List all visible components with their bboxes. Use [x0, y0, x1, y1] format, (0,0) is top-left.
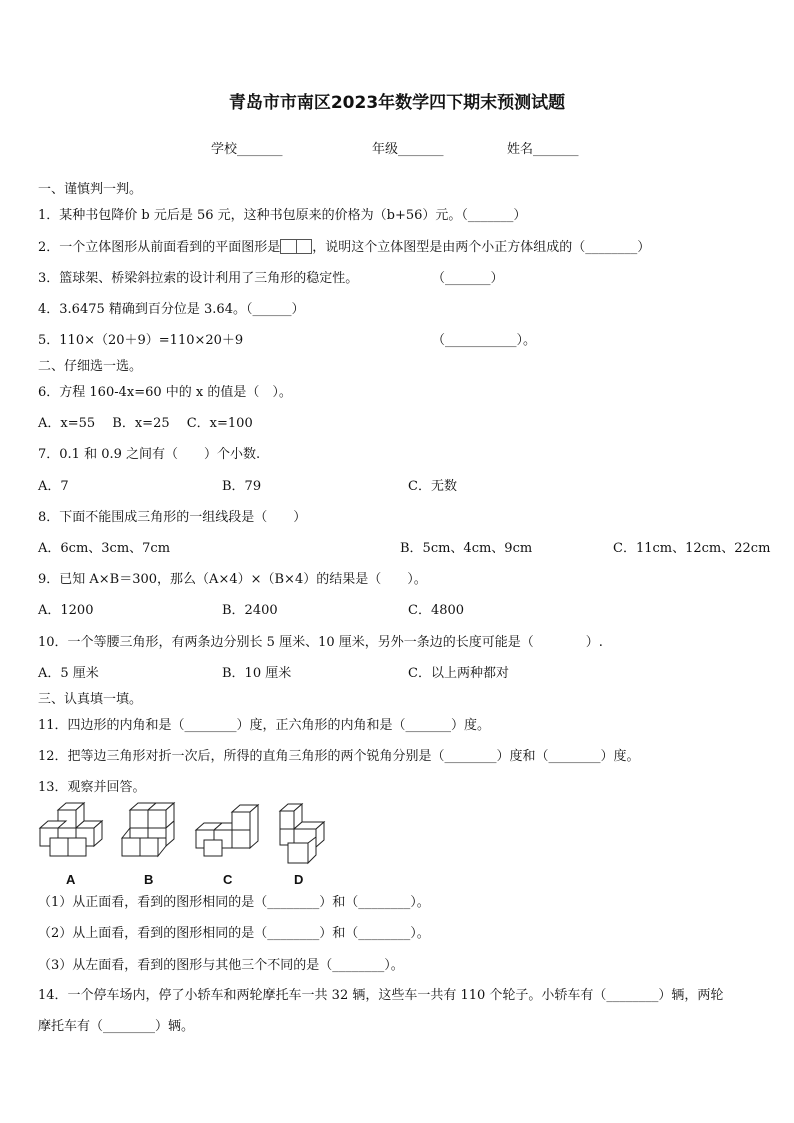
question-10-option-c: C．以上两种都对	[408, 666, 509, 681]
question-10-option-a: A．5 厘米	[38, 666, 99, 681]
cube-figure-a	[36, 800, 104, 866]
section-heading-1: 一、谨慎判一判。	[38, 182, 143, 197]
question-13-part-2: （2）从上面看，看到的图形相同的是（________）和（________）。	[38, 926, 430, 941]
question-5-answer: （___________）。	[432, 333, 537, 348]
question-7-option-a: A．7	[38, 479, 69, 494]
question-13-part-3: （3）从左面看，看到的图形与其他三个不同的是（________）。	[38, 958, 404, 973]
question-10: 10．一个等腰三角形，有两条边分别长 5 厘米、10 厘米，另外一条边的长度可能是（ ）.	[38, 635, 603, 650]
question-9-option-c: C．4800	[408, 603, 465, 618]
question-14-line-2: 摩托车有（________）辆。	[38, 1019, 195, 1034]
question-12: 12．把等边三角形对折一次后，所得的直角三角形的两个锐角分别是（________）度和（________）度。	[38, 749, 640, 764]
question-7-option-b: B．79	[222, 479, 262, 494]
cube-figure-c	[194, 800, 260, 866]
figure-label-a: A	[66, 872, 76, 887]
question-2	[38, 239, 650, 256]
question-2-text-a: 2．一个立体图形从前面看到的平面图形是	[38, 240, 281, 255]
question-9-option-b: B．2400	[222, 603, 278, 618]
question-13-part-1: （1）从正面看，看到的图形相同的是（________）和（________）。	[38, 895, 430, 910]
name-field: 姓名_______	[507, 142, 579, 157]
question-2-text-b: ，说明这个立体图型是由两个小正方体组成的（________）	[312, 240, 651, 255]
question-14-line-1: 14．一个停车场内，停了小轿车和两轮摩托车一共 32 辆，这些车一共有 110 个轮子。小轿车有（________）辆，两轮	[38, 988, 724, 1003]
question-5: 5．110×（20＋9）=110×20＋9	[38, 333, 244, 348]
question-3-answer: （_______）	[432, 271, 504, 286]
question-1: 1．某种书包降价 b 元后是 56 元，这种书包原来的价格为（b+56）元。（_______）	[38, 208, 527, 223]
question-4: 4．3.6475 精确到百分位是 3.64。（______）	[38, 302, 305, 317]
question-6: 6．方程 160-4x=60 中的 x 的值是（ ）。	[38, 385, 292, 400]
two-squares-figure	[280, 239, 312, 254]
section-heading-3: 三、认真填一填。	[38, 692, 143, 707]
question-9-option-a: A．1200	[38, 603, 94, 618]
question-8-option-b: B．5cm、4cm、9cm	[400, 541, 533, 556]
question-11: 11．四边形的内角和是（________）度，正六角形的内角和是（_______）度。	[38, 718, 491, 733]
cube-figure-d	[276, 803, 328, 867]
grade-field: 年级_______	[372, 142, 444, 157]
question-13: 13．观察并回答。	[38, 780, 146, 795]
question-3: 3．篮球架、桥梁斜拉索的设计利用了三角形的稳定性。	[38, 271, 359, 286]
school-field: 学校_______	[211, 142, 283, 157]
section-heading-2: 二、仔细选一选。	[38, 359, 143, 374]
question-8-option-a: A．6cm、3cm、7cm	[38, 541, 171, 556]
question-8: 8．下面不能围成三角形的一组线段是（ ）	[38, 510, 307, 525]
figure-label-c: C	[223, 872, 233, 887]
cube-figure-b	[120, 800, 176, 866]
question-7-option-c: C．无数	[408, 479, 457, 494]
question-6-options: A．x=55 B．x=25 C．x=100	[38, 416, 253, 431]
figure-label-b: B	[144, 872, 154, 887]
question-9: 9．已知 A×B＝300，那么（A×4）×（B×4）的结果是（ ）。	[38, 572, 427, 587]
question-8-option-c: C．11cm、12cm、22cm	[613, 541, 771, 556]
page-title: 青岛市市南区2023年数学四下期末预测试题	[228, 93, 566, 113]
question-7: 7．0.1 和 0.9 之间有（ ）个小数.	[38, 447, 261, 462]
figure-label-d: D	[294, 872, 304, 887]
question-10-option-b: B．10 厘米	[222, 666, 292, 681]
